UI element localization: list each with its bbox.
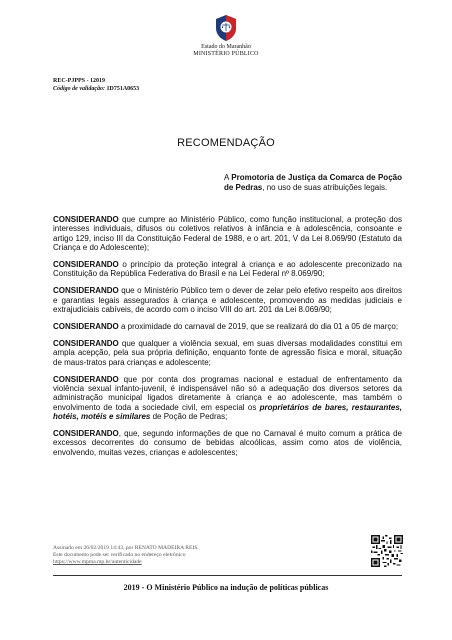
document-title: RECOMENDAÇÃO <box>177 137 275 149</box>
intro-suffix: , no uso de suas atribuições legais. <box>262 182 388 192</box>
validation-code: 1D751A0653 <box>106 86 140 92</box>
signature-block <box>53 545 199 566</box>
considerando-lead: CONSIDERANDO <box>53 322 119 332</box>
validation-code-line <box>53 85 139 93</box>
considerando-lead: CONSIDERANDO <box>53 215 119 224</box>
considerando-paragraph <box>53 215 402 252</box>
considerando-paragraph <box>53 286 402 314</box>
considerando-paragraph <box>53 429 402 457</box>
paragraph-text: que qualquer a violência sexual, em suas diversas modalidades constitui em ampla acepção, pela sua própria definição, enquanto fonte de agressão física e moral, situação de maus-tratos para crianças e adolescente; <box>53 339 402 367</box>
paragraph-text: , que, segundo informações de que no Carnaval é muito comum a prática de excessos decorrentes do consumo de bebidas alcoólicas, assim como atos de violência, envolvendo, muitas vezes, crianças e adolescentes; <box>53 429 402 457</box>
considerando-paragraph <box>53 322 402 331</box>
verification-note: Este documento pode ser verificado no endereço eletrônico <box>53 552 186 558</box>
considerando-lead: CONSIDERANDO <box>53 259 119 269</box>
org-ministry-name: MINISTÉRIO PÚBLICO <box>193 51 259 57</box>
footer-slogan: 2019 - O Ministério Público na indução de políticas públicas <box>123 583 329 592</box>
paragraph-tail: de Poção de Pedras; <box>150 412 228 422</box>
considerando-lead: CONSIDERANDO <box>53 374 119 384</box>
paragraph-text: que o Ministério Público tem o dever de zelar pelo efetivo respeito aos direitos e garantias legais assegurados à criança e adolescente, promovendo as medidas judiciais e extrajudiciais cabíveis, de acordo com o inciso VIII do art. 201 da Lei 8.069/90; <box>53 286 402 314</box>
footer-divider <box>53 575 402 576</box>
mp-scales-emblem-icon <box>215 14 237 42</box>
considerando-paragraph <box>53 339 402 367</box>
paragraph-text: que por conta dos programas nacional e estadual de enfrentamento da violência sexual infanto-juvenil, é indispensável não só a adequação dos diversos setores da administração municipal ligados diretamente à criança e ao adolescente, mas também o envolvimento de toda a sociedade civil, em especial os <box>53 374 402 412</box>
qr-code-icon <box>371 535 403 567</box>
considerando-lead: CONSIDERANDO <box>53 339 119 349</box>
considerando-lead: CONSIDERANDO <box>53 429 119 439</box>
paragraph-text: o princípio da proteção integral à criança e ao adolescente preconizado na Constituição da República Federativa do Brasil e na Lei Federal nº 8.069/90; <box>53 259 402 279</box>
paragraph-text: que cumpre ao Ministério Público, como função institucional, a proteção dos interesses individuais, difusos ou coletivos relativos à infância e à adolescência, consoante e artigo 129, inciso III da Constituição Federal de 1988, e o art. 201, V da Lei 8.069/90 (Estatuto da Criança e do Adolescente); <box>53 215 402 252</box>
reference-number: REC-PJPPS - 12019 <box>53 78 105 84</box>
document-meta <box>53 77 139 93</box>
document-body <box>53 215 402 465</box>
considerando-lead: CONSIDERANDO <box>53 286 119 296</box>
paragraph-emphasis: proprietários de bares, restaurantes, hotéis, motéis e similares <box>53 402 402 422</box>
considerando-paragraph <box>53 260 402 279</box>
considerando-paragraph <box>53 375 402 421</box>
intro-paragraph <box>224 173 402 192</box>
intro-promotoria: Promotoria de Justiça da Comarca de Poção de Pedras <box>224 173 402 192</box>
signature-line: Assinado em 26/02/2019 14:43, por RENATO MADEIRA REIS. <box>53 545 199 551</box>
verification-link[interactable]: https://www.mpma.mp.br/autenticidade <box>53 559 142 565</box>
org-state-name: Estado do Maranhão <box>201 44 251 50</box>
intro-prefix: A <box>224 173 232 182</box>
paragraph-text: a proximidade do carnaval de 2019, que se realizará do dia 01 a 05 de março; <box>118 322 399 332</box>
validation-label: Código de validação: <box>53 86 105 92</box>
